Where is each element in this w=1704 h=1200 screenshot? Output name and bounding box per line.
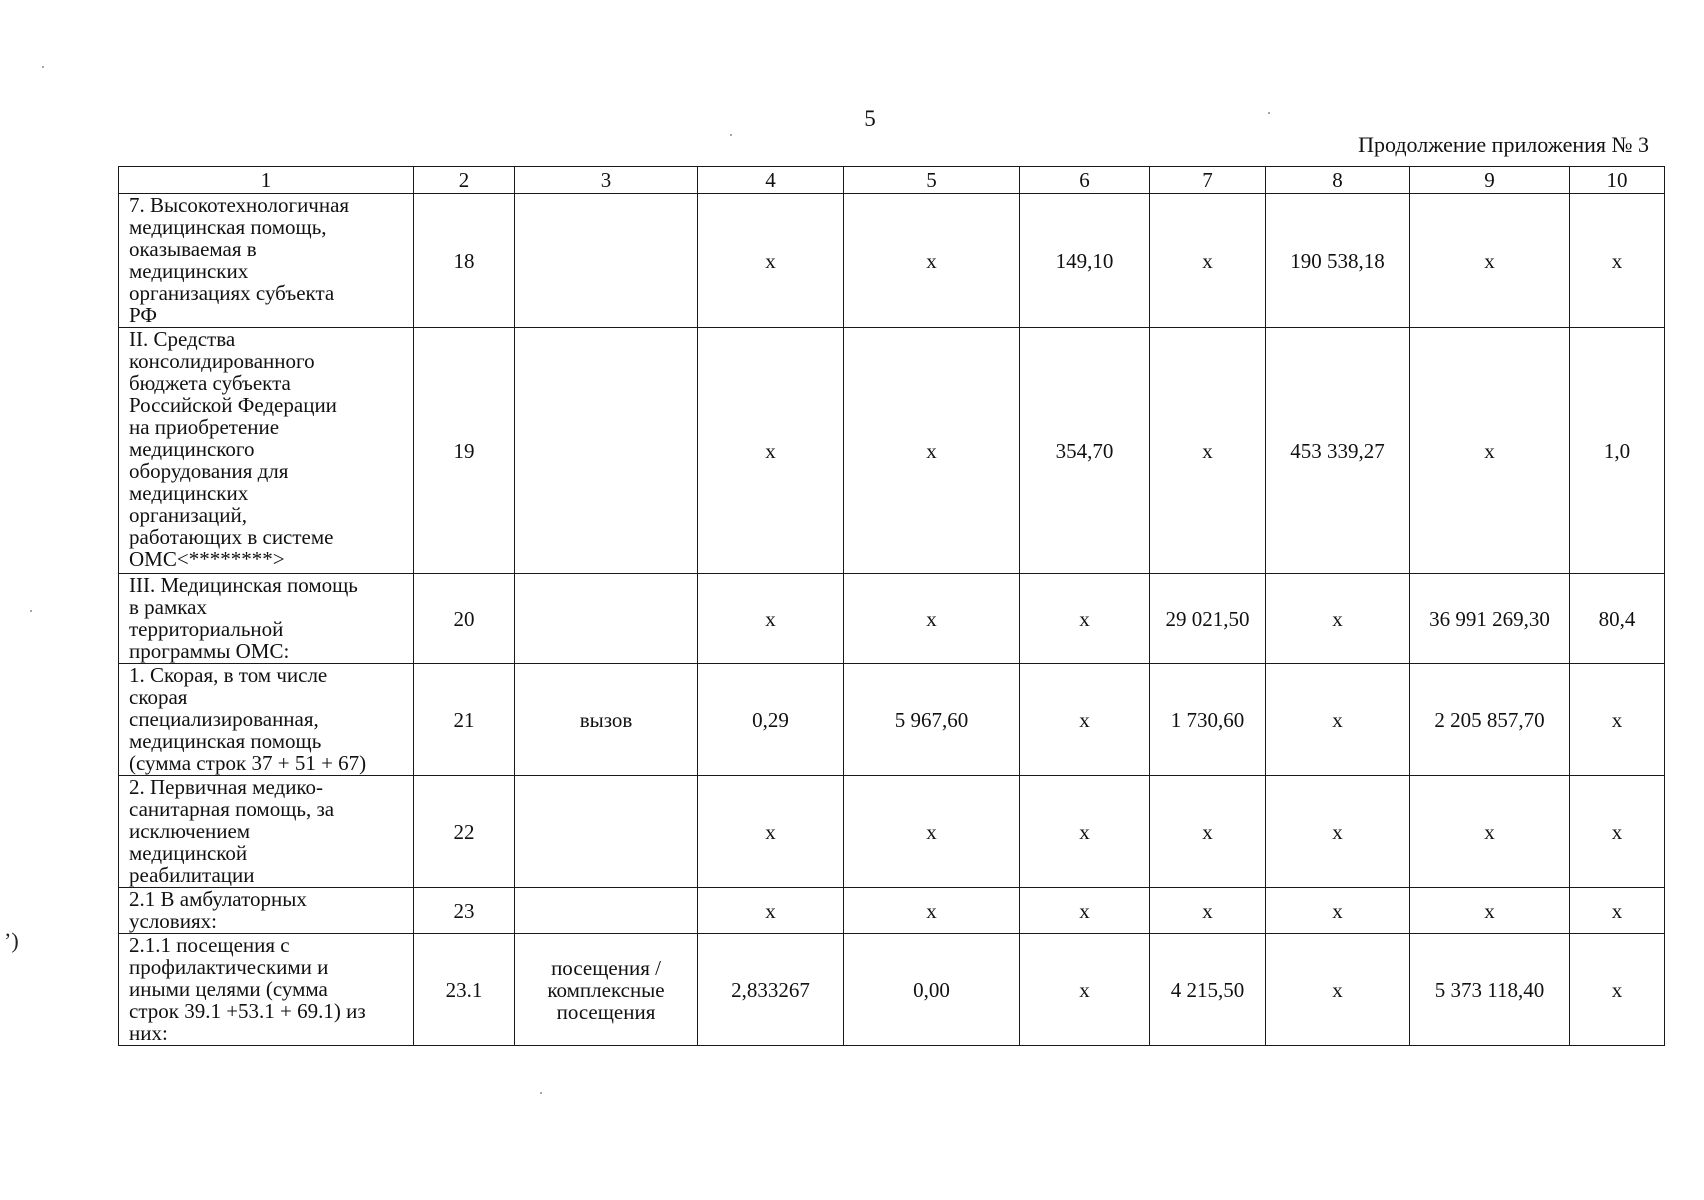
row-name-line: них: (129, 1021, 168, 1045)
table-cell: 36 991 269,30 (1410, 574, 1570, 664)
table-cell: х (1020, 574, 1150, 664)
row-name-line: 2.1.1 посещения с (129, 933, 290, 957)
table-cell: х (1570, 888, 1665, 934)
scan-speck (42, 66, 44, 68)
table-header-row (119, 167, 1665, 194)
row-name-line: медицинских (129, 259, 249, 283)
table-cell: х (698, 776, 844, 888)
row-name-line: медицинская помощь (129, 729, 322, 753)
row-name-line: организациях субъекта (129, 281, 335, 305)
table-cell: 149,10 (1020, 194, 1150, 328)
row-name-cell (119, 574, 414, 664)
column-header: 9 (1410, 167, 1570, 194)
table-cell: х (1570, 194, 1665, 328)
table-row (119, 934, 1665, 1046)
row-name-line: программы ОМС: (129, 639, 290, 663)
table-cell: х (844, 776, 1020, 888)
row-name-line: скорая (129, 685, 188, 709)
table-cell: х (1150, 194, 1266, 328)
table-row (119, 888, 1665, 934)
table-cell: х (1266, 776, 1410, 888)
row-name-cell (119, 194, 414, 328)
column-header: 10 (1570, 167, 1665, 194)
table-cell: 29 021,50 (1150, 574, 1266, 664)
table-row (119, 664, 1665, 776)
appendix-continuation-note: Продолжение приложения № 3 (1358, 132, 1649, 157)
row-name-line: реабилитации (129, 863, 255, 887)
scan-speck (730, 134, 732, 136)
column-header: 2 (414, 167, 515, 194)
row-name-line: медицинских (129, 481, 249, 505)
table-row (119, 776, 1665, 888)
table-cell: х (1266, 888, 1410, 934)
table-row (119, 328, 1665, 574)
table-cell: х (1410, 328, 1570, 574)
table-cell: 22 (414, 776, 515, 888)
table-cell: 453 339,27 (1266, 328, 1410, 574)
table-cell: х (1020, 776, 1150, 888)
table-cell: 0,00 (844, 934, 1020, 1046)
table-cell: х (844, 328, 1020, 574)
table-cell (515, 574, 698, 664)
row-name-line: ОМС<********> (129, 547, 285, 571)
table-cell (515, 328, 698, 574)
table-cell: х (1266, 574, 1410, 664)
row-name-line: 7. Высокотехнологичная (129, 193, 350, 217)
row-name-line: санитарная помощь, за (129, 797, 335, 821)
table-cell: х (1410, 888, 1570, 934)
table-row (119, 194, 1665, 328)
table-cell: х (1410, 776, 1570, 888)
table-cell (515, 888, 698, 934)
table-cell: х (1570, 776, 1665, 888)
scan-speck (540, 1092, 542, 1094)
row-name-line: бюджета субъекта (129, 371, 291, 395)
scan-speck (1268, 112, 1270, 114)
table-cell: х (1266, 664, 1410, 776)
row-name-line: (сумма строк 37 + 51 + 67) (129, 751, 367, 775)
row-name-cell (119, 888, 414, 934)
row-name-line: строк 39.1 +53.1 + 69.1) из (129, 999, 366, 1023)
row-name-line: в рамках (129, 595, 207, 619)
row-name-line: специализированная, (129, 707, 319, 731)
table-cell: х (844, 888, 1020, 934)
table-cell: х (1020, 664, 1150, 776)
table-cell: 5 373 118,40 (1410, 934, 1570, 1046)
row-name-line: консолидированного (129, 349, 315, 373)
table-cell: х (1570, 664, 1665, 776)
row-name-line: организаций, (129, 503, 247, 527)
column-header: 8 (1266, 167, 1410, 194)
row-name-line: на приобретение (129, 415, 280, 439)
row-name-cell (119, 776, 414, 888)
row-name-line: работающих в системе (129, 525, 334, 549)
table-cell: 23 (414, 888, 515, 934)
table-cell: 5 967,60 (844, 664, 1020, 776)
row-name-line: II. Средства (129, 327, 236, 351)
table-cell: 4 215,50 (1150, 934, 1266, 1046)
scan-speck (30, 610, 32, 612)
row-name-line: оборудования для (129, 459, 289, 483)
table-body (119, 167, 1665, 1046)
column-header: 6 (1020, 167, 1150, 194)
table-cell: х (844, 574, 1020, 664)
table-cell: 18 (414, 194, 515, 328)
table-cell: 1,0 (1570, 328, 1665, 574)
table-cell: 19 (414, 328, 515, 574)
table-cell: х (1410, 194, 1570, 328)
table-cell: 23.1 (414, 934, 515, 1046)
row-name-line: 1. Скорая, в том числе (129, 663, 328, 687)
row-name-line: 2.1 В амбулаторных (129, 887, 307, 911)
table-cell: х (1150, 776, 1266, 888)
column-header: 5 (844, 167, 1020, 194)
row-name-cell (119, 328, 414, 574)
row-name-line: профилактическими и (129, 955, 329, 979)
row-name-line: 2. Первичная медико- (129, 775, 324, 799)
table-cell: 0,29 (698, 664, 844, 776)
row-name-line: иными целями (сумма (129, 977, 328, 1001)
row-name-line: оказываемая в (129, 237, 257, 261)
scan-edge-mark: ’) (4, 928, 19, 953)
row-name-line: III. Медицинская помощь (129, 573, 358, 597)
row-name-cell (119, 664, 414, 776)
table-cell: х (1020, 934, 1150, 1046)
table-cell: 21 (414, 664, 515, 776)
row-name-line: Российской Федерации (129, 393, 337, 417)
table-cell: 20 (414, 574, 515, 664)
row-name-line: медицинская помощь, (129, 215, 327, 239)
column-header: 4 (698, 167, 844, 194)
table-cell: вызов (515, 664, 698, 776)
row-name-line: медицинской (129, 841, 248, 865)
column-header: 1 (119, 167, 414, 194)
row-name-line: медицинского (129, 437, 255, 461)
table-cell: х (844, 194, 1020, 328)
table-row (119, 574, 1665, 664)
row-name-cell (119, 934, 414, 1046)
page-number: 5 (864, 106, 876, 131)
table-cell (515, 776, 698, 888)
row-name-line: исключением (129, 819, 251, 843)
table-cell: 1 730,60 (1150, 664, 1266, 776)
row-name-line: РФ (129, 303, 157, 327)
table-cell: х (698, 328, 844, 574)
column-header: 3 (515, 167, 698, 194)
table-cell: х (698, 194, 844, 328)
data-table (118, 166, 1665, 1046)
table-cell (515, 194, 698, 328)
table-cell: 2 205 857,70 (1410, 664, 1570, 776)
table-cell: 80,4 (1570, 574, 1665, 664)
table-cell: 190 538,18 (1266, 194, 1410, 328)
table-cell: х (1020, 888, 1150, 934)
table-cell: х (1150, 888, 1266, 934)
table-cell: посещения / комплексные посещения (515, 934, 698, 1046)
table-cell: х (698, 888, 844, 934)
table-cell: 354,70 (1020, 328, 1150, 574)
row-name-line: условиях: (129, 909, 217, 933)
table-cell: х (1266, 934, 1410, 1046)
table-cell: 2,833267 (698, 934, 844, 1046)
table-cell: х (1150, 328, 1266, 574)
table-cell: х (698, 574, 844, 664)
table-cell: х (1570, 934, 1665, 1046)
column-header: 7 (1150, 167, 1266, 194)
row-name-line: территориальной (129, 617, 284, 641)
